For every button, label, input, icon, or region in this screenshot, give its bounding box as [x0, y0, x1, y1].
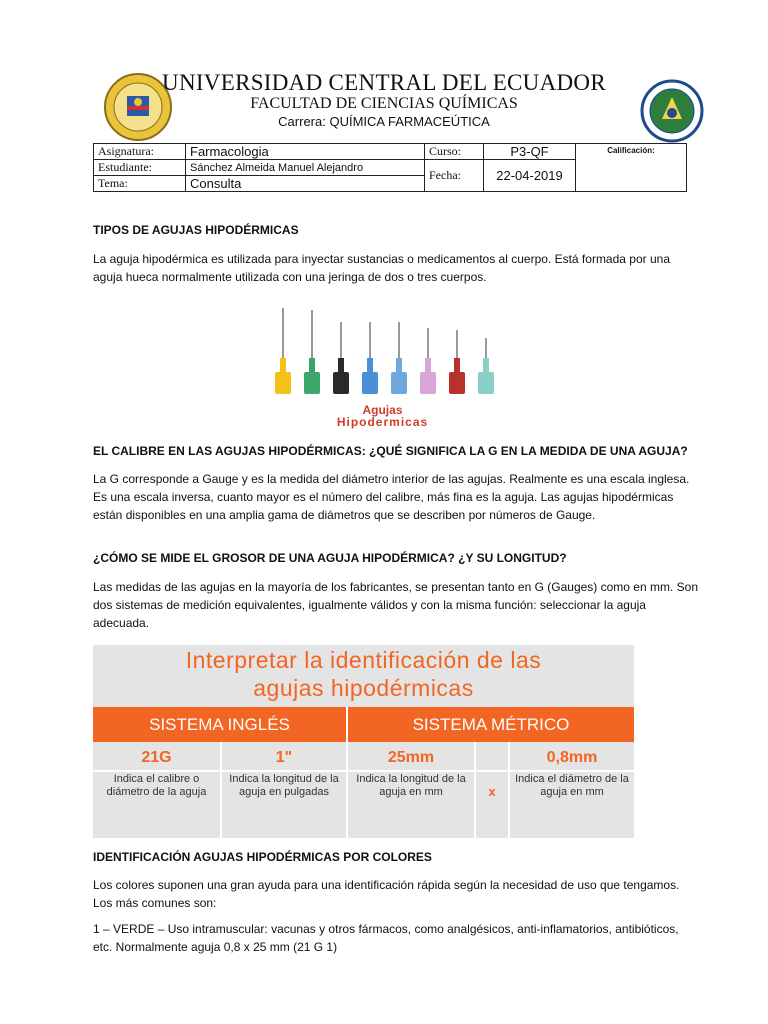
gauge-interpretation-graphic [93, 645, 634, 838]
image-caption-line2: Hipodermicas [336, 415, 429, 429]
curso-value: P3-QF [484, 144, 576, 160]
value-gauge: 21G [141, 749, 172, 766]
value-mm-length: 25mm [387, 749, 435, 766]
desc-gauge: Indica el calibre o diámetro de la aguja [106, 773, 207, 798]
needle-6 [420, 328, 436, 394]
paragraph-grosor: Las medidas de las agujas en la mayoría de los fabricantes, se presentan tanto en G (Gauges) como en mm. Son dos sistemas de medición equivalentes, igualmente válidos y con la misma función: seleccionar la aguja adecuada. [93, 580, 698, 630]
paragraph-verde: 1 – VERDE – Uso intramuscular: vacunas y otros fármacos, como analgésicos, anti-inflamatorios, antibióticos, etc. Normalmente aguja 0,8 x 25 mm (21 G 1) [93, 922, 679, 954]
system-english-label: SISTEMA INGLÉS [149, 715, 290, 734]
paragraph-colores: Los colores suponen una gran ayuda para una identificación rápida según la necesidad de uso que tengamos. Los más comunes son: [93, 878, 680, 910]
university-name: UNIVERSIDAD CENTRAL DEL ECUADOR [162, 70, 606, 95]
system-header-bar [93, 707, 634, 742]
value-mm-diameter: 0,8mm [546, 749, 598, 766]
image-caption-line1: Agujas [362, 403, 403, 417]
value-inch: 1" [275, 749, 293, 766]
needle-5 [391, 322, 407, 394]
needle-7 [449, 330, 465, 394]
gauge-title-line2: agujas hipodérmicas [253, 675, 474, 701]
needle-8 [478, 338, 494, 394]
info-table [93, 143, 687, 192]
needles-image [265, 300, 500, 435]
estudiante-value: Sánchez Almeida Manuel Alejandro [186, 160, 425, 176]
faculty-name: FACULTAD DE CIENCIAS QUÍMICAS [250, 95, 518, 112]
asignatura-value: Farmacologia [186, 144, 425, 160]
gauge-title-line1: Interpretar la identificación de las [185, 647, 542, 673]
needle-4 [362, 322, 378, 394]
desc-mm-diameter: Indica el diámetro de la aguja en mm [515, 773, 629, 798]
section-heading-colores: IDENTIFICACIÓN AGUJAS HIPODÉRMICAS POR COLORES [93, 850, 432, 864]
times-sign: x [488, 784, 496, 799]
paragraph-intro: La aguja hipodérmica es utilizada para inyectar sustancias o medicamentos al cuerpo. Está formada por una aguja hueca normalmente utilizada con una jeringa de dos o tres cuerpos. [93, 252, 670, 284]
needle-2 [304, 310, 320, 394]
calificacion-label: Calificación: [576, 144, 687, 192]
asignatura-label: Asignatura: [94, 144, 186, 160]
section-heading-tipos: TIPOS DE AGUJAS HIPODÉRMICAS [93, 223, 299, 237]
fecha-label: Fecha: [425, 160, 484, 192]
section-heading-grosor: ¿CÓMO SE MIDE EL GROSOR DE UNA AGUJA HIPODÉRMICA? ¿Y SU LONGITUD? [93, 551, 567, 565]
curso-label: Curso: [425, 144, 484, 160]
desc-mm-length: Indica la longitud de la aguja en mm [356, 773, 466, 798]
career-name: Carrera: QUÍMICA FARMACEÚTICA [278, 114, 490, 129]
section-heading-calibre: EL CALIBRE EN LAS AGUJAS HIPODÉRMICAS: ¿QUÉ SIGNIFICA LA G EN LA MEDIDA DE UNA AGUJA? [93, 444, 688, 458]
estudiante-label: Estudiante: [94, 160, 186, 176]
tema-label: Tema: [94, 176, 186, 192]
needle-3 [333, 322, 349, 394]
system-metric-label: SISTEMA MÉTRICO [412, 715, 570, 734]
desc-inch: Indica la longitud de la aguja en pulgadas [229, 773, 339, 798]
needle-1 [275, 308, 291, 394]
tema-value: Consulta [186, 176, 425, 192]
paragraph-calibre: La G corresponde a Gauge y es la medida del diámetro interior de las agujas. Realmente es una escala inglesa. Es una escala inversa, cuanto mayor es el número del calibre, más fina es la aguja. Las agujas hipodérmicas están disponibles en una amplia gama de diámetros que se describen por números de Gauge. [93, 472, 690, 522]
fecha-value: 22-04-2019 [484, 160, 576, 192]
